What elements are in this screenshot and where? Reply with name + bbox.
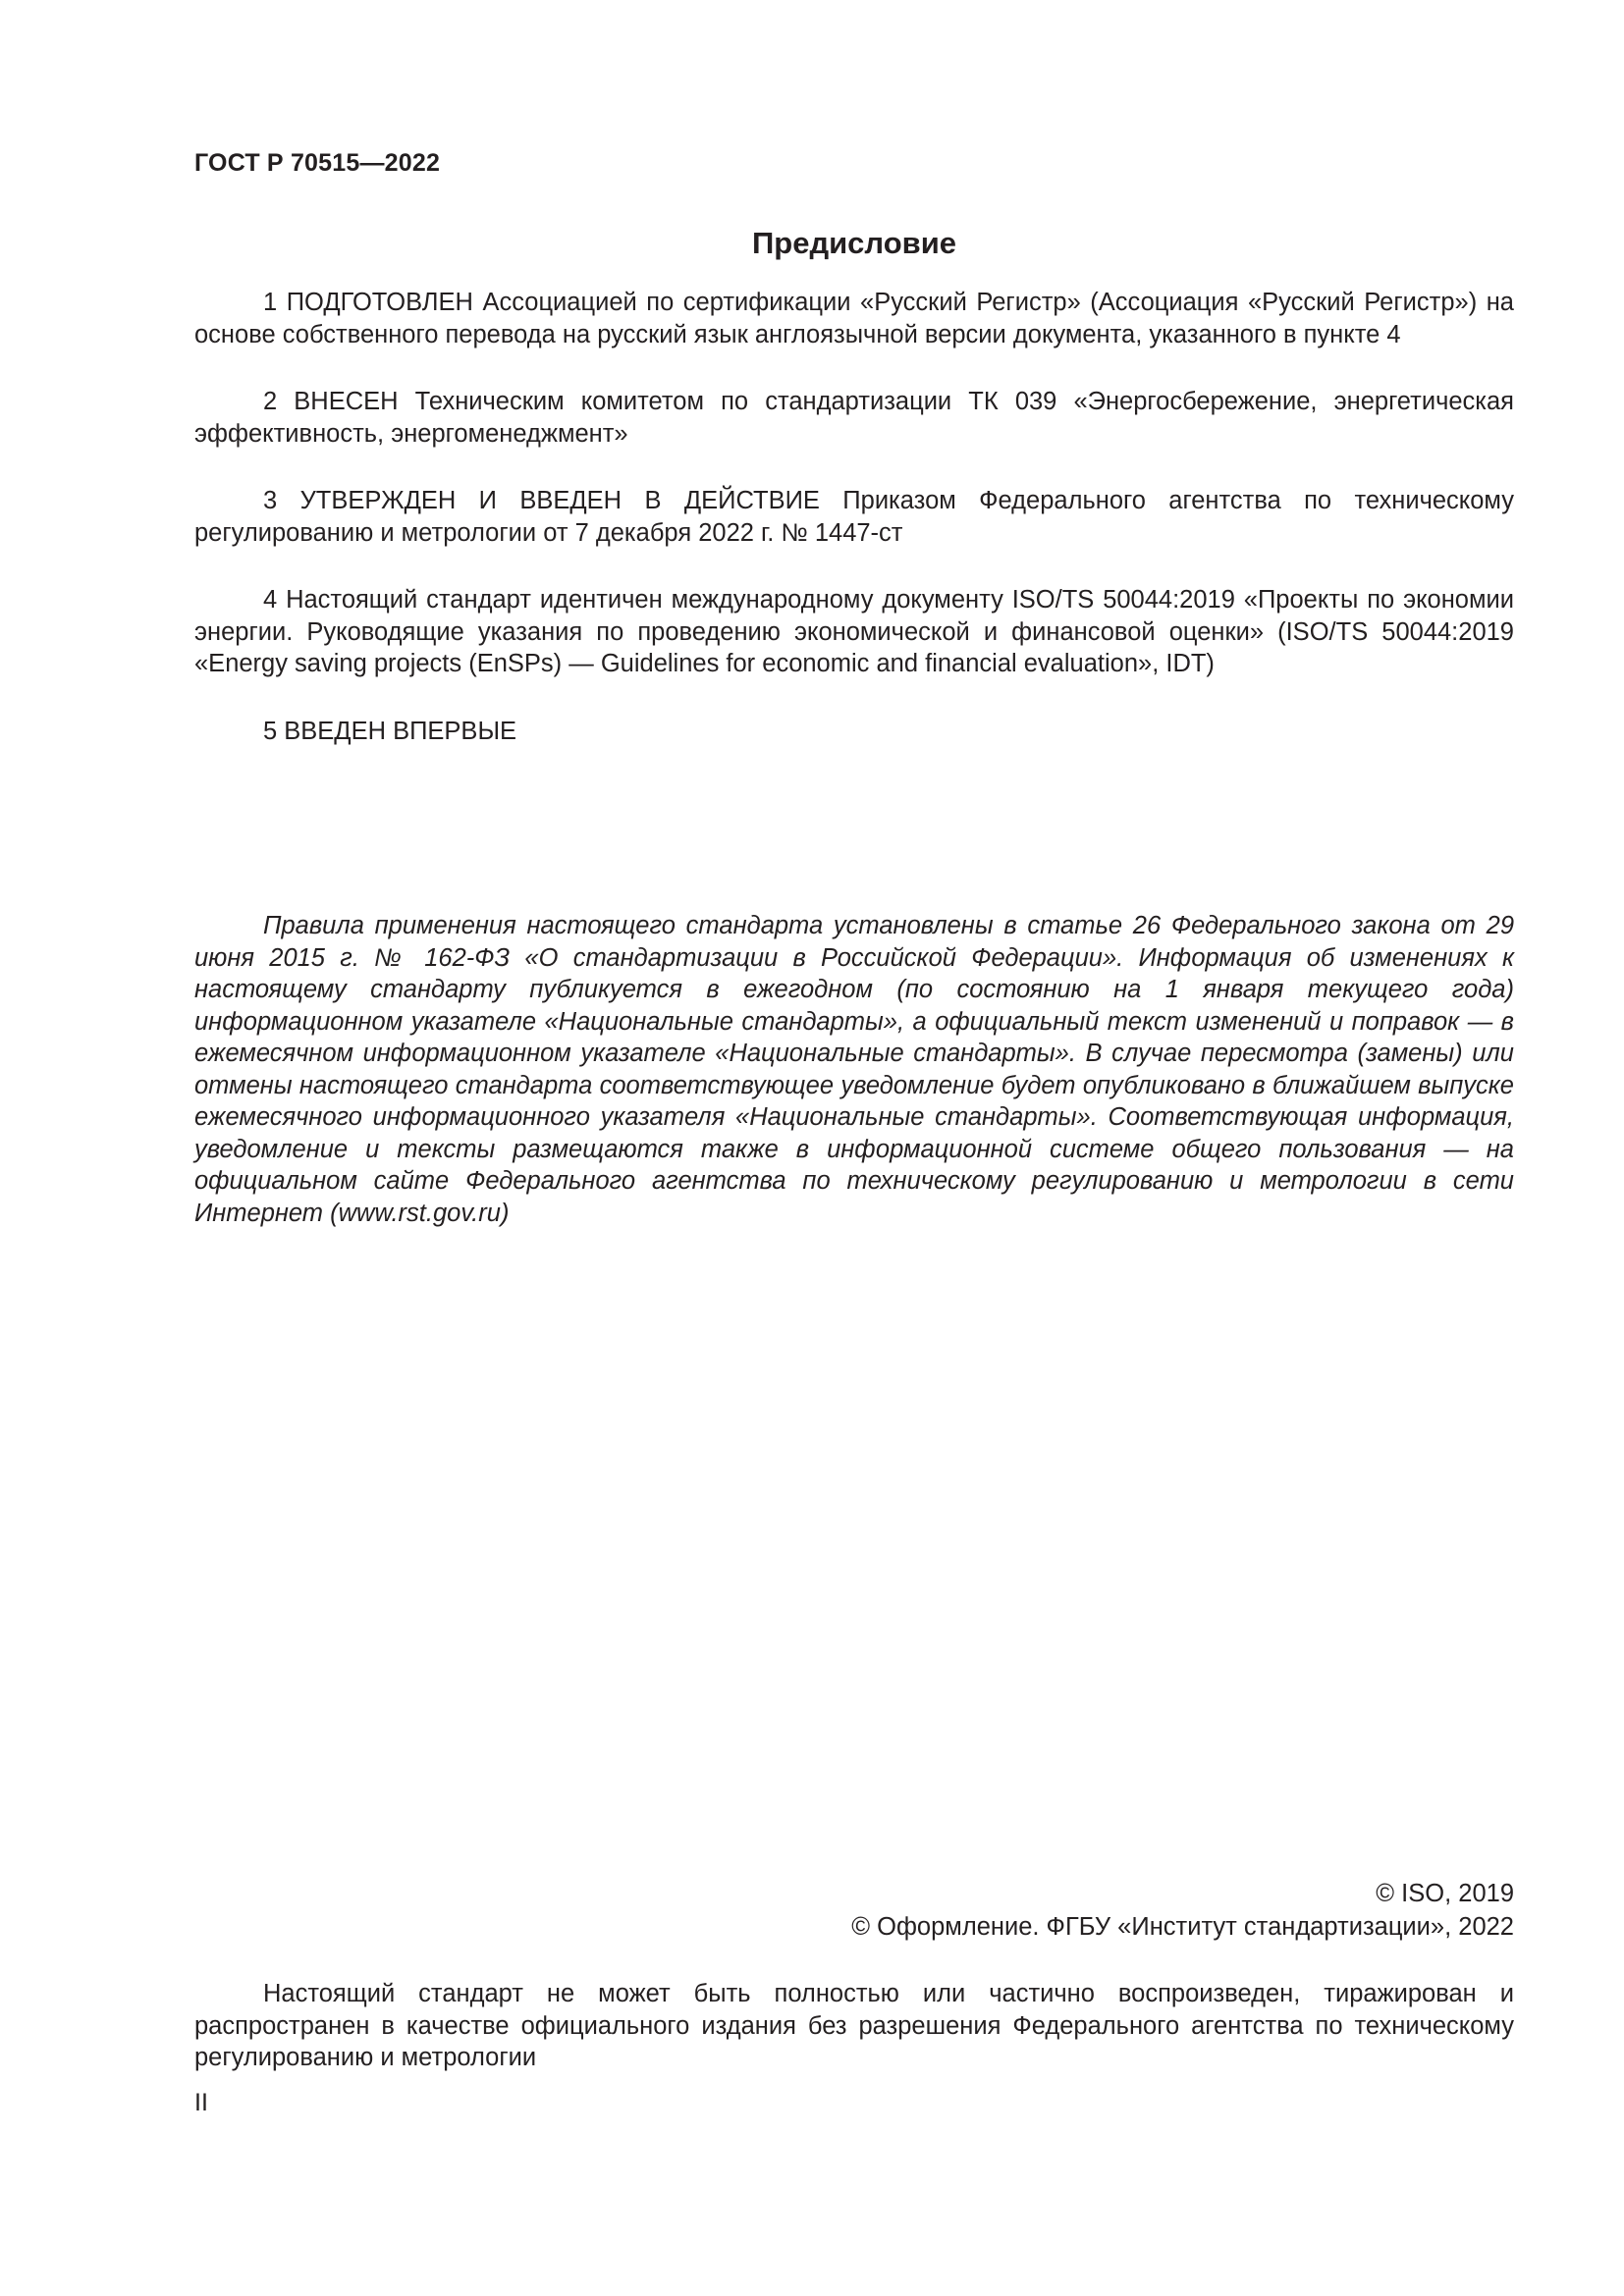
copyright-iso: © ISO, 2019	[1376, 1880, 1514, 1907]
foreword-item-5	[194, 716, 1514, 748]
item-number: 3	[263, 487, 278, 514]
item-text: ПОДГОТОВЛЕН Ассоциацией по сертификации «Русский Регистр» (Ассоциация «Русский Регистр») на основе собственного перевода на русский язык англоязычной версии документа, указанного в пункте 4	[194, 289, 1514, 348]
item-text: Настоящий стандарт идентичен международному документу ISO/TS 50044:2019 «Проекты по экономии энергии. Руководящие указания по проведению экономической и финансовой оценки» (ISO/TS 50044:2019 «Energy saving projects (EnSPs) — Guidelines for economic and financial evaluation», IDT)	[194, 586, 1514, 677]
foreword-item-1	[194, 287, 1514, 350]
application-rules-text: Правила применения настоящего стандарта установлены в статье 26 Федерального закона от 29 июня 2015 г. № 162-ФЗ «О стандартизации в Российской Федерации». Информация об изменениях к настоящему стандарту публикуется в ежегодном (по состоянию на 1 января текущего года) информационном указателе «Национальные стандарты», а официальный текст изменений и поправок — в ежемесячном информационном указателе «Национальные стандарты». В случае пересмотра (замены) или отмены настоящего стандарта соответствующее уведомление будет опубликовано в ближайшем выпуске ежемесячного информационного указателя «Национальные стандарты». Соответствующая информация, уведомление и тексты размещаются также в информационной системе общего пользования — на официальном сайте Федерального агентства по техническому регулированию и метрологии в сети Интернет (www.rst.gov.ru)	[194, 912, 1514, 1227]
foreword-items	[194, 287, 1514, 782]
copyright-block	[851, 1877, 1514, 1944]
item-number: 5	[263, 717, 278, 745]
foreword-item-3	[194, 485, 1514, 549]
foreword-item-4	[194, 584, 1514, 680]
item-text: ВВЕДЕН ВПЕРВЫЕ	[284, 717, 517, 745]
item-text: УТВЕРЖДЕН И ВВЕДЕН В ДЕЙСТВИЕ Приказом Федерального агентства по техническому регулированию и метрологии от 7 декабря 2022 г. № 1447-ст	[194, 487, 1514, 547]
copyright-design: © Оформление. ФГБУ «Институт стандартизации», 2022	[851, 1913, 1514, 1941]
page-number: II	[194, 2089, 208, 2116]
item-number: 1	[263, 289, 278, 316]
foreword-item-2	[194, 386, 1514, 450]
item-text: ВНЕСЕН Техническим комитетом по стандартизации ТК 039 «Энергосбережение, энергетическая эффективность, энергоменеджмент»	[194, 388, 1514, 448]
foreword-title: Предисловие	[751, 226, 956, 260]
reproduction-notice: Настоящий стандарт не может быть полностью или частично воспроизведен, тиражирован и распространен в качестве официального издания без разрешения Федерального агентства по техническому регулированию и метрологии	[194, 1980, 1514, 2071]
document-code: ГОСТ Р 70515—2022	[194, 149, 441, 177]
item-number: 2	[263, 388, 278, 415]
item-number: 4	[263, 586, 278, 614]
